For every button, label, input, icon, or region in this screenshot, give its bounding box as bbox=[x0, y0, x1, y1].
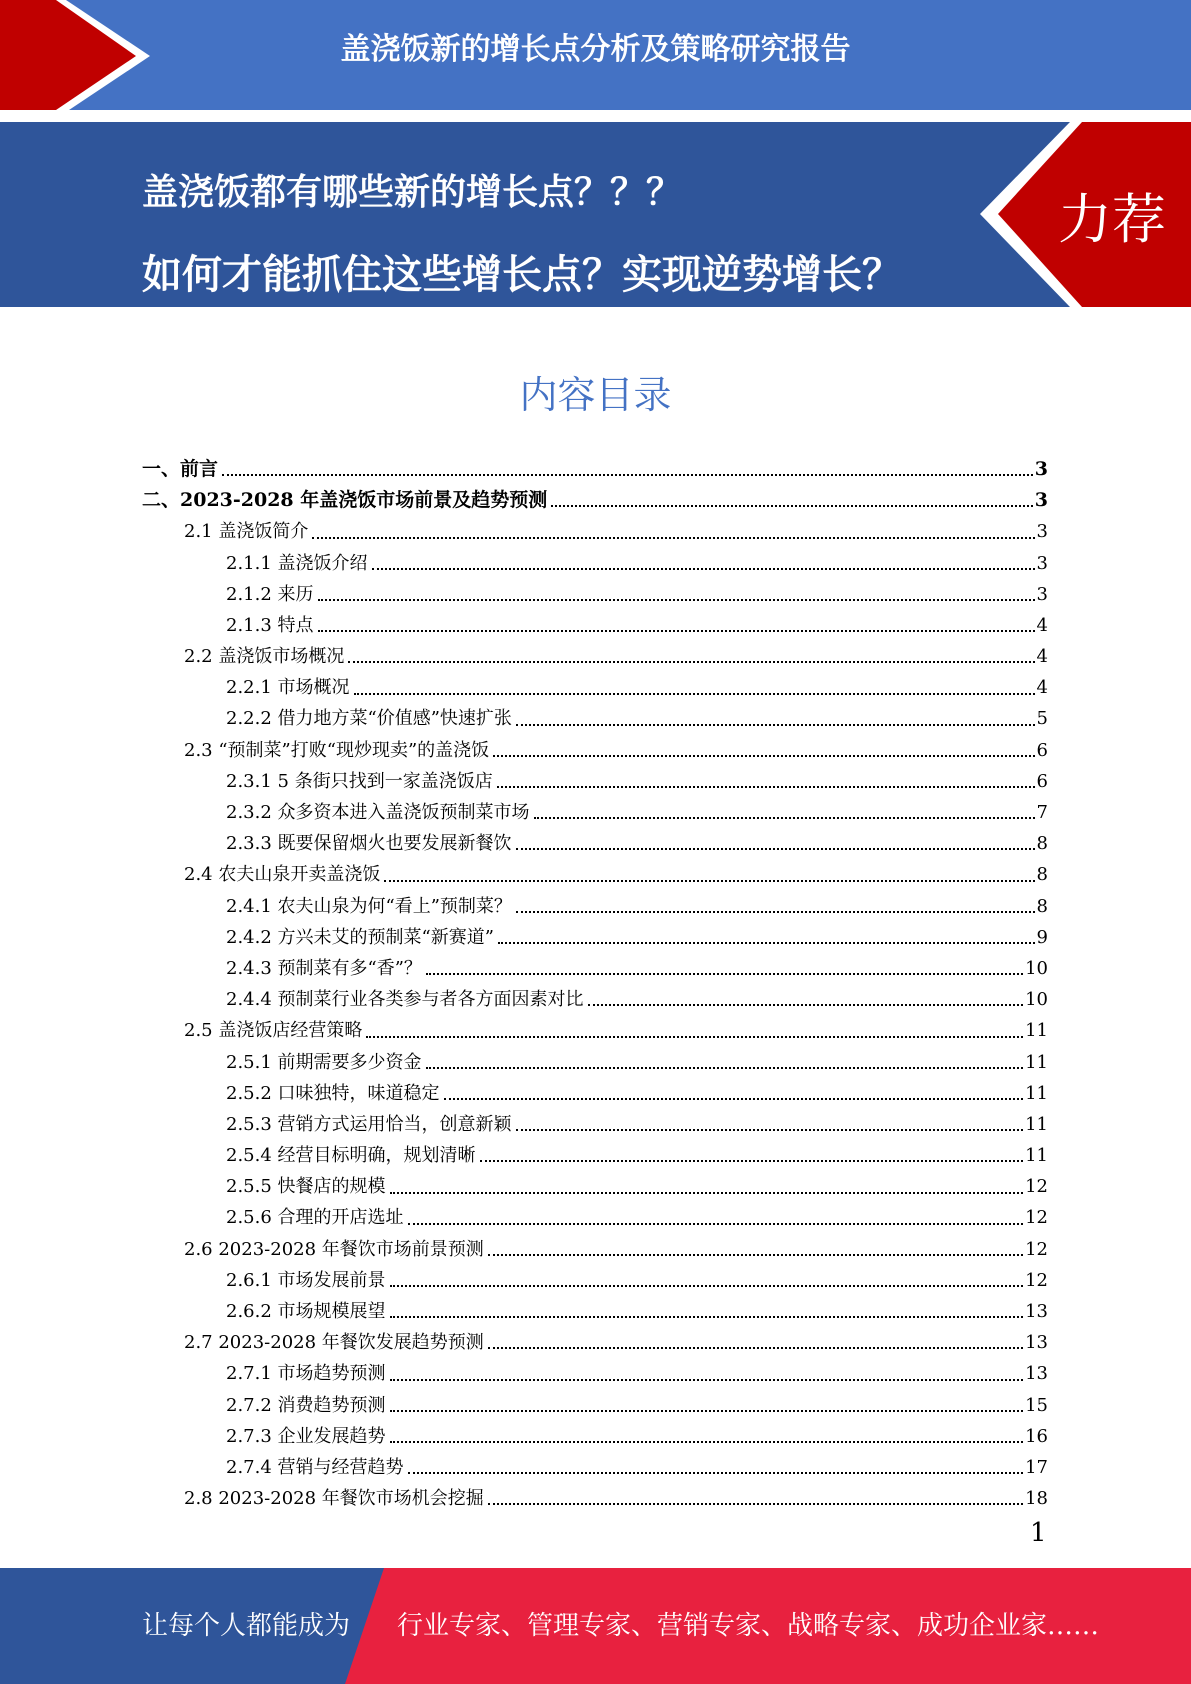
toc-dot-leader bbox=[498, 942, 1035, 944]
toc-entry[interactable] bbox=[142, 797, 1048, 828]
toc-entry-page: 13 bbox=[1025, 1363, 1048, 1385]
toc-entry-label: 2.5.6 合理的开店选址 bbox=[226, 1207, 404, 1229]
toc-entry-label: 2.5.3 营销方式运用恰当，创意新颖 bbox=[226, 1113, 512, 1135]
toc-entry[interactable] bbox=[142, 1171, 1048, 1202]
toc-entry-label: 2.2 盖浇饭市场概况 bbox=[184, 646, 345, 668]
toc-entry[interactable] bbox=[142, 1234, 1048, 1265]
toc-entry[interactable] bbox=[142, 1358, 1048, 1389]
toc-entry[interactable] bbox=[142, 766, 1048, 797]
toc-entry-page: 11 bbox=[1025, 1082, 1048, 1104]
toc-dot-leader bbox=[318, 599, 1035, 601]
toc-entry[interactable] bbox=[142, 984, 1048, 1015]
toc-entry-page: 3 bbox=[1034, 489, 1048, 512]
toc-entry-label: 2.8 2023-2028 年餐饮市场机会挖掘 bbox=[184, 1488, 484, 1510]
toc-entry-label: 2.5.2 口味独特，味道稳定 bbox=[226, 1082, 440, 1104]
toc-entry-label: 2.4.4 预制菜行业各类参与者各方面因素对比 bbox=[226, 989, 584, 1011]
toc-entry-label: 2.4 农夫山泉开卖盖浇饭 bbox=[184, 864, 381, 886]
toc-entry[interactable] bbox=[142, 579, 1048, 610]
toc-dot-leader bbox=[516, 1129, 1024, 1131]
toc-entry-label: 2.5 盖浇饭店经营策略 bbox=[184, 1020, 363, 1042]
toc-entry-label: 2.7.3 企业发展趋势 bbox=[226, 1425, 386, 1447]
toc-dot-leader bbox=[354, 693, 1035, 695]
toc-entry-page: 3 bbox=[1036, 521, 1048, 543]
toc-entry[interactable] bbox=[142, 610, 1048, 641]
headline-question-1: 盖浇饭都有哪些新的增长点？？？ bbox=[142, 172, 683, 213]
toc-dot-leader bbox=[488, 1254, 1023, 1256]
toc-dot-leader bbox=[366, 1036, 1023, 1038]
toc-dot-leader bbox=[222, 474, 1033, 476]
toc-dot-leader bbox=[516, 848, 1035, 850]
toc-entry[interactable] bbox=[142, 454, 1048, 485]
toc-entry-page: 13 bbox=[1025, 1301, 1048, 1323]
toc-entry[interactable] bbox=[142, 704, 1048, 735]
toc-entry[interactable] bbox=[142, 1015, 1048, 1046]
toc-entry-label: 2.6.1 市场发展前景 bbox=[226, 1269, 386, 1291]
toc-entry[interactable] bbox=[142, 1327, 1048, 1358]
toc-dot-leader bbox=[348, 661, 1034, 663]
toc-entry-page: 8 bbox=[1036, 895, 1048, 917]
toc-entry-page: 15 bbox=[1025, 1394, 1048, 1416]
toc-entry-label: 2.6.2 市场规模展望 bbox=[226, 1301, 386, 1323]
toc-dot-leader bbox=[318, 630, 1035, 632]
toc-dot-leader bbox=[390, 1316, 1024, 1318]
toc-entry[interactable] bbox=[142, 672, 1048, 703]
toc-entry-page: 6 bbox=[1036, 739, 1048, 761]
toc-dot-leader bbox=[493, 755, 1034, 757]
toc-entry-page: 8 bbox=[1036, 864, 1048, 886]
toc-entry[interactable] bbox=[142, 953, 1048, 984]
toc-entry-label: 2.1 盖浇饭简介 bbox=[184, 521, 309, 543]
toc-entry-label: 2.5.4 经营目标明确，规划清晰 bbox=[226, 1145, 476, 1167]
toc-entry-page: 4 bbox=[1036, 646, 1048, 668]
toc-dot-leader bbox=[534, 817, 1035, 819]
toc-entry-label: 2.1.2 来历 bbox=[226, 583, 314, 605]
toc-entry-label: 2.3.1 5 条街只找到一家盖浇饭店 bbox=[226, 770, 493, 792]
toc-dot-leader bbox=[426, 1067, 1024, 1069]
toc-entry-page: 11 bbox=[1025, 1145, 1048, 1167]
toc-entry-label: 2.3.3 既要保留烟火也要发展新餐饮 bbox=[226, 833, 512, 855]
toc-entry-label: 2.6 2023-2028 年餐饮市场前景预测 bbox=[184, 1238, 484, 1260]
toc-entry-label: 2.1.3 特点 bbox=[226, 614, 314, 636]
toc-entry[interactable] bbox=[142, 1452, 1048, 1483]
toc-entry-page: 11 bbox=[1025, 1113, 1048, 1135]
toc-entry-page: 3 bbox=[1036, 583, 1048, 605]
toc-entry[interactable] bbox=[142, 1078, 1048, 1109]
footer-banner bbox=[0, 1568, 1191, 1684]
toc-dot-leader bbox=[516, 911, 1035, 913]
toc-entry[interactable] bbox=[142, 891, 1048, 922]
toc-dot-leader bbox=[444, 1098, 1024, 1100]
toc-entry[interactable] bbox=[142, 641, 1048, 672]
footer-slogan-left: 让每个人都能成为 bbox=[142, 1611, 351, 1641]
toc-entry-label: 2.7.4 营销与经营趋势 bbox=[226, 1456, 404, 1478]
toc-dot-leader bbox=[372, 568, 1035, 570]
toc-entry-page: 12 bbox=[1025, 1176, 1048, 1198]
toc-entry-page: 13 bbox=[1025, 1332, 1048, 1354]
toc-entry[interactable] bbox=[142, 1421, 1048, 1452]
toc-dot-leader bbox=[488, 1503, 1023, 1505]
toc-entry-page: 16 bbox=[1025, 1425, 1048, 1447]
toc-entry[interactable] bbox=[142, 1483, 1048, 1514]
toc-entry[interactable] bbox=[142, 828, 1048, 859]
toc-entry-label: 2.7.1 市场趋势预测 bbox=[226, 1363, 386, 1385]
toc-dot-leader bbox=[390, 1192, 1024, 1194]
toc-entry-page: 11 bbox=[1025, 1020, 1048, 1042]
toc-entry-label: 二、2023-2028 年盖浇饭市场前景及趋势预测 bbox=[142, 489, 548, 512]
toc-entry[interactable] bbox=[142, 1109, 1048, 1140]
toc-dot-leader bbox=[384, 880, 1034, 882]
toc-entry-label: 2.5.5 快餐店的规模 bbox=[226, 1176, 386, 1198]
toc-entry[interactable] bbox=[142, 735, 1048, 766]
toc-entry-page: 12 bbox=[1025, 1238, 1048, 1260]
toc-dot-leader bbox=[312, 537, 1034, 539]
toc-entry-label: 2.3 “预制菜”打败“现炒现卖”的盖浇饭 bbox=[184, 739, 490, 761]
toc-dot-leader bbox=[426, 973, 1023, 975]
toc-entry[interactable] bbox=[142, 922, 1048, 953]
toc-entry-page: 3 bbox=[1034, 457, 1048, 480]
toc-dot-leader bbox=[497, 786, 1035, 788]
toc-dot-leader bbox=[516, 724, 1035, 726]
toc-entry-label: 一、前言 bbox=[142, 457, 219, 480]
toc-entry-page: 9 bbox=[1036, 926, 1048, 948]
toc-entry-page: 3 bbox=[1036, 552, 1048, 574]
toc-dot-leader bbox=[551, 505, 1033, 507]
toc-entry[interactable] bbox=[142, 1140, 1048, 1171]
footer-slogan-right: 行业专家、管理专家、营销专家、战略专家、成功企业家…… bbox=[397, 1611, 1100, 1641]
toc-entry[interactable] bbox=[142, 548, 1048, 579]
toc-dot-leader bbox=[390, 1410, 1024, 1412]
toc-entry-label: 2.7.2 消费趋势预测 bbox=[226, 1394, 386, 1416]
toc-entry-label: 2.2.2 借力地方菜“价值感”快速扩张 bbox=[226, 708, 512, 730]
toc-entry[interactable] bbox=[142, 1296, 1048, 1327]
toc-dot-leader bbox=[390, 1379, 1024, 1381]
toc-entry[interactable] bbox=[142, 859, 1048, 890]
toc-dot-leader bbox=[390, 1441, 1024, 1443]
toc-entry-page: 8 bbox=[1036, 833, 1048, 855]
toc-entry-label: 2.3.2 众多资本进入盖浇饭预制菜市场 bbox=[226, 802, 530, 824]
toc-dot-leader bbox=[390, 1285, 1024, 1287]
toc-entry[interactable] bbox=[142, 485, 1048, 516]
toc-entry-page: 18 bbox=[1025, 1488, 1048, 1510]
toc-entry-label: 2.7 2023-2028 年餐饮发展趋势预测 bbox=[184, 1332, 484, 1354]
toc-entry[interactable] bbox=[142, 1265, 1048, 1296]
toc-entry-label: 2.5.1 前期需要多少资金 bbox=[226, 1051, 422, 1073]
toc-entry-page: 10 bbox=[1025, 989, 1048, 1011]
toc-entry-page: 11 bbox=[1025, 1051, 1048, 1073]
headline-question-2: 如何才能抓住这些增长点？实现逆势增长？ bbox=[142, 252, 902, 298]
top-banner bbox=[0, 0, 1191, 110]
toc-entry-page: 10 bbox=[1025, 957, 1048, 979]
toc-entry-page: 4 bbox=[1036, 614, 1048, 636]
toc-entry[interactable] bbox=[142, 1203, 1048, 1234]
toc-entry-page: 12 bbox=[1025, 1207, 1048, 1229]
toc-entry[interactable] bbox=[142, 516, 1048, 547]
toc-entry-label: 2.2.1 市场概况 bbox=[226, 677, 350, 699]
toc-entry-page: 12 bbox=[1025, 1269, 1048, 1291]
toc-heading: 内容目录 bbox=[519, 373, 672, 417]
toc-entry[interactable] bbox=[142, 1047, 1048, 1078]
toc-entry-page: 7 bbox=[1036, 802, 1048, 824]
toc-dot-leader bbox=[408, 1223, 1024, 1225]
toc-entry-label: 2.4.2 方兴未艾的预制菜“新赛道” bbox=[226, 926, 494, 948]
recommend-badge: 力荐 bbox=[1058, 188, 1166, 251]
toc-dot-leader bbox=[480, 1160, 1024, 1162]
toc-entry[interactable] bbox=[142, 1390, 1048, 1421]
page-number: 1 bbox=[1030, 1518, 1047, 1548]
report-title: 盖浇饭新的增长点分析及策略研究报告 bbox=[340, 32, 851, 67]
toc-entry-page: 4 bbox=[1036, 677, 1048, 699]
toc-dot-leader bbox=[408, 1472, 1024, 1474]
toc-dot-leader bbox=[588, 1004, 1024, 1006]
toc-entry-label: 2.4.3 预制菜有多“香”？ bbox=[226, 957, 422, 979]
toc-entry-page: 5 bbox=[1036, 708, 1048, 730]
toc-dot-leader bbox=[488, 1347, 1023, 1349]
table-of-contents bbox=[142, 454, 1048, 1514]
toc-entry-page: 6 bbox=[1036, 770, 1048, 792]
toc-entry-label: 2.1.1 盖浇饭介绍 bbox=[226, 552, 368, 574]
toc-entry-page: 17 bbox=[1025, 1456, 1048, 1478]
toc-entry-label: 2.4.1 农夫山泉为何“看上”预制菜？ bbox=[226, 895, 512, 917]
